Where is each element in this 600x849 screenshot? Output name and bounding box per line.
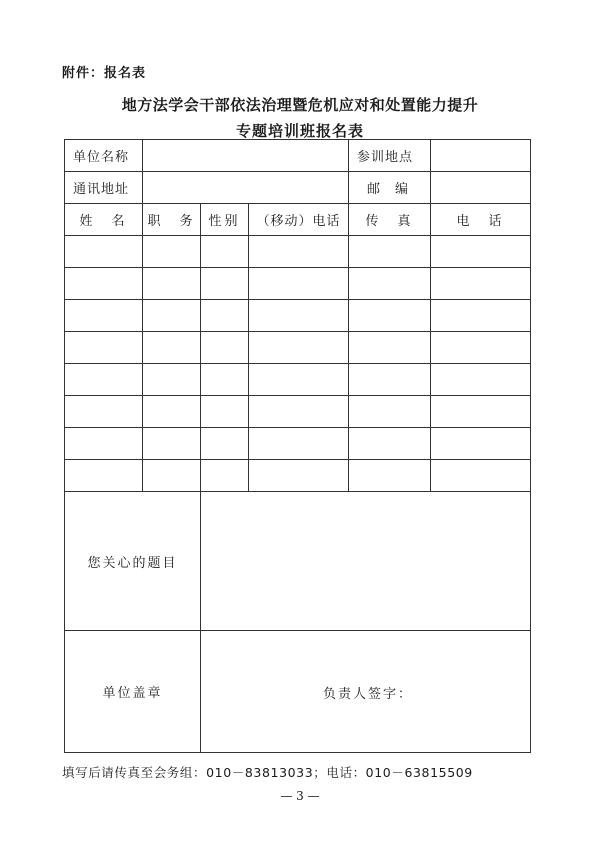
phone-cell[interactable]	[431, 300, 531, 332]
position-cell[interactable]	[143, 268, 201, 300]
position-cell[interactable]	[143, 396, 201, 428]
signature-field[interactable]	[201, 631, 531, 753]
attachment-label: 附件：报名表	[62, 66, 147, 81]
topics-row	[65, 492, 531, 631]
address-label: 通讯地址	[65, 172, 143, 204]
gender-cell[interactable]	[201, 236, 249, 268]
mobile-cell[interactable]	[249, 460, 349, 492]
gender-cell[interactable]	[201, 428, 249, 460]
registration-table	[64, 139, 531, 753]
form-title-line1: 地方法学会干部依法治理暨危机应对和处置能力提升	[121, 96, 479, 114]
gender-cell[interactable]	[201, 268, 249, 300]
position-cell[interactable]	[143, 364, 201, 396]
location-label: 参训地点	[349, 140, 431, 172]
fax-contact-note: 填写后请传真至会务组：010－83813033；电话：010－63815509	[62, 765, 473, 780]
name-cell[interactable]	[65, 236, 143, 268]
name-cell[interactable]	[65, 364, 143, 396]
name-cell[interactable]	[65, 268, 143, 300]
phone-cell[interactable]	[431, 236, 531, 268]
col-header-fax: 传 真	[349, 204, 431, 236]
phone-cell[interactable]	[431, 428, 531, 460]
postcode-label: 邮 编	[349, 172, 431, 204]
col-header-name: 姓 名	[65, 204, 143, 236]
table-row	[65, 428, 531, 460]
location-field[interactable]	[431, 140, 531, 172]
signature-label: 负责人签字：	[323, 687, 414, 702]
phone-cell[interactable]	[431, 460, 531, 492]
table-row	[65, 300, 531, 332]
name-cell[interactable]	[65, 332, 143, 364]
table-row	[65, 332, 531, 364]
col-header-mobile: （移动）电话	[249, 204, 349, 236]
fax-cell[interactable]	[349, 300, 431, 332]
fax-cell[interactable]	[349, 332, 431, 364]
fax-cell[interactable]	[349, 396, 431, 428]
col-header-phone: 电 话	[431, 204, 531, 236]
position-cell[interactable]	[143, 428, 201, 460]
name-cell[interactable]	[65, 460, 143, 492]
org-name-row	[65, 140, 531, 172]
fax-cell[interactable]	[349, 364, 431, 396]
mobile-cell[interactable]	[249, 268, 349, 300]
phone-cell[interactable]	[431, 332, 531, 364]
page-number: — 3 —	[280, 789, 320, 803]
phone-cell[interactable]	[431, 268, 531, 300]
seal-label: 单位盖章	[65, 631, 201, 753]
phone-cell[interactable]	[431, 364, 531, 396]
address-field[interactable]	[143, 172, 349, 204]
form-title-line2: 专题培训班报名表	[235, 122, 364, 140]
fax-cell[interactable]	[349, 268, 431, 300]
gender-cell[interactable]	[201, 460, 249, 492]
table-row	[65, 396, 531, 428]
mobile-cell[interactable]	[249, 428, 349, 460]
gender-cell[interactable]	[201, 332, 249, 364]
gender-cell[interactable]	[201, 300, 249, 332]
org-name-field[interactable]	[143, 140, 349, 172]
mobile-cell[interactable]	[249, 396, 349, 428]
topics-field[interactable]	[201, 492, 531, 631]
gender-cell[interactable]	[201, 364, 249, 396]
col-header-position: 职 务	[143, 204, 201, 236]
column-header-row	[65, 204, 531, 236]
name-cell[interactable]	[65, 428, 143, 460]
mobile-cell[interactable]	[249, 332, 349, 364]
org-name-label: 单位名称	[65, 140, 143, 172]
seal-row	[65, 631, 531, 753]
mobile-cell[interactable]	[249, 236, 349, 268]
table-row	[65, 460, 531, 492]
fax-cell[interactable]	[349, 236, 431, 268]
fax-cell[interactable]	[349, 428, 431, 460]
position-cell[interactable]	[143, 300, 201, 332]
name-cell[interactable]	[65, 396, 143, 428]
table-row	[65, 364, 531, 396]
fax-cell[interactable]	[349, 460, 431, 492]
mobile-cell[interactable]	[249, 364, 349, 396]
col-header-gender: 性别	[201, 204, 249, 236]
postcode-field[interactable]	[431, 172, 531, 204]
phone-cell[interactable]	[431, 396, 531, 428]
position-cell[interactable]	[143, 332, 201, 364]
table-row	[65, 236, 531, 268]
mobile-cell[interactable]	[249, 300, 349, 332]
topics-label: 您关心的题目	[65, 492, 201, 631]
name-cell[interactable]	[65, 300, 143, 332]
gender-cell[interactable]	[201, 396, 249, 428]
table-row	[65, 268, 531, 300]
address-row	[65, 172, 531, 204]
position-cell[interactable]	[143, 460, 201, 492]
position-cell[interactable]	[143, 236, 201, 268]
